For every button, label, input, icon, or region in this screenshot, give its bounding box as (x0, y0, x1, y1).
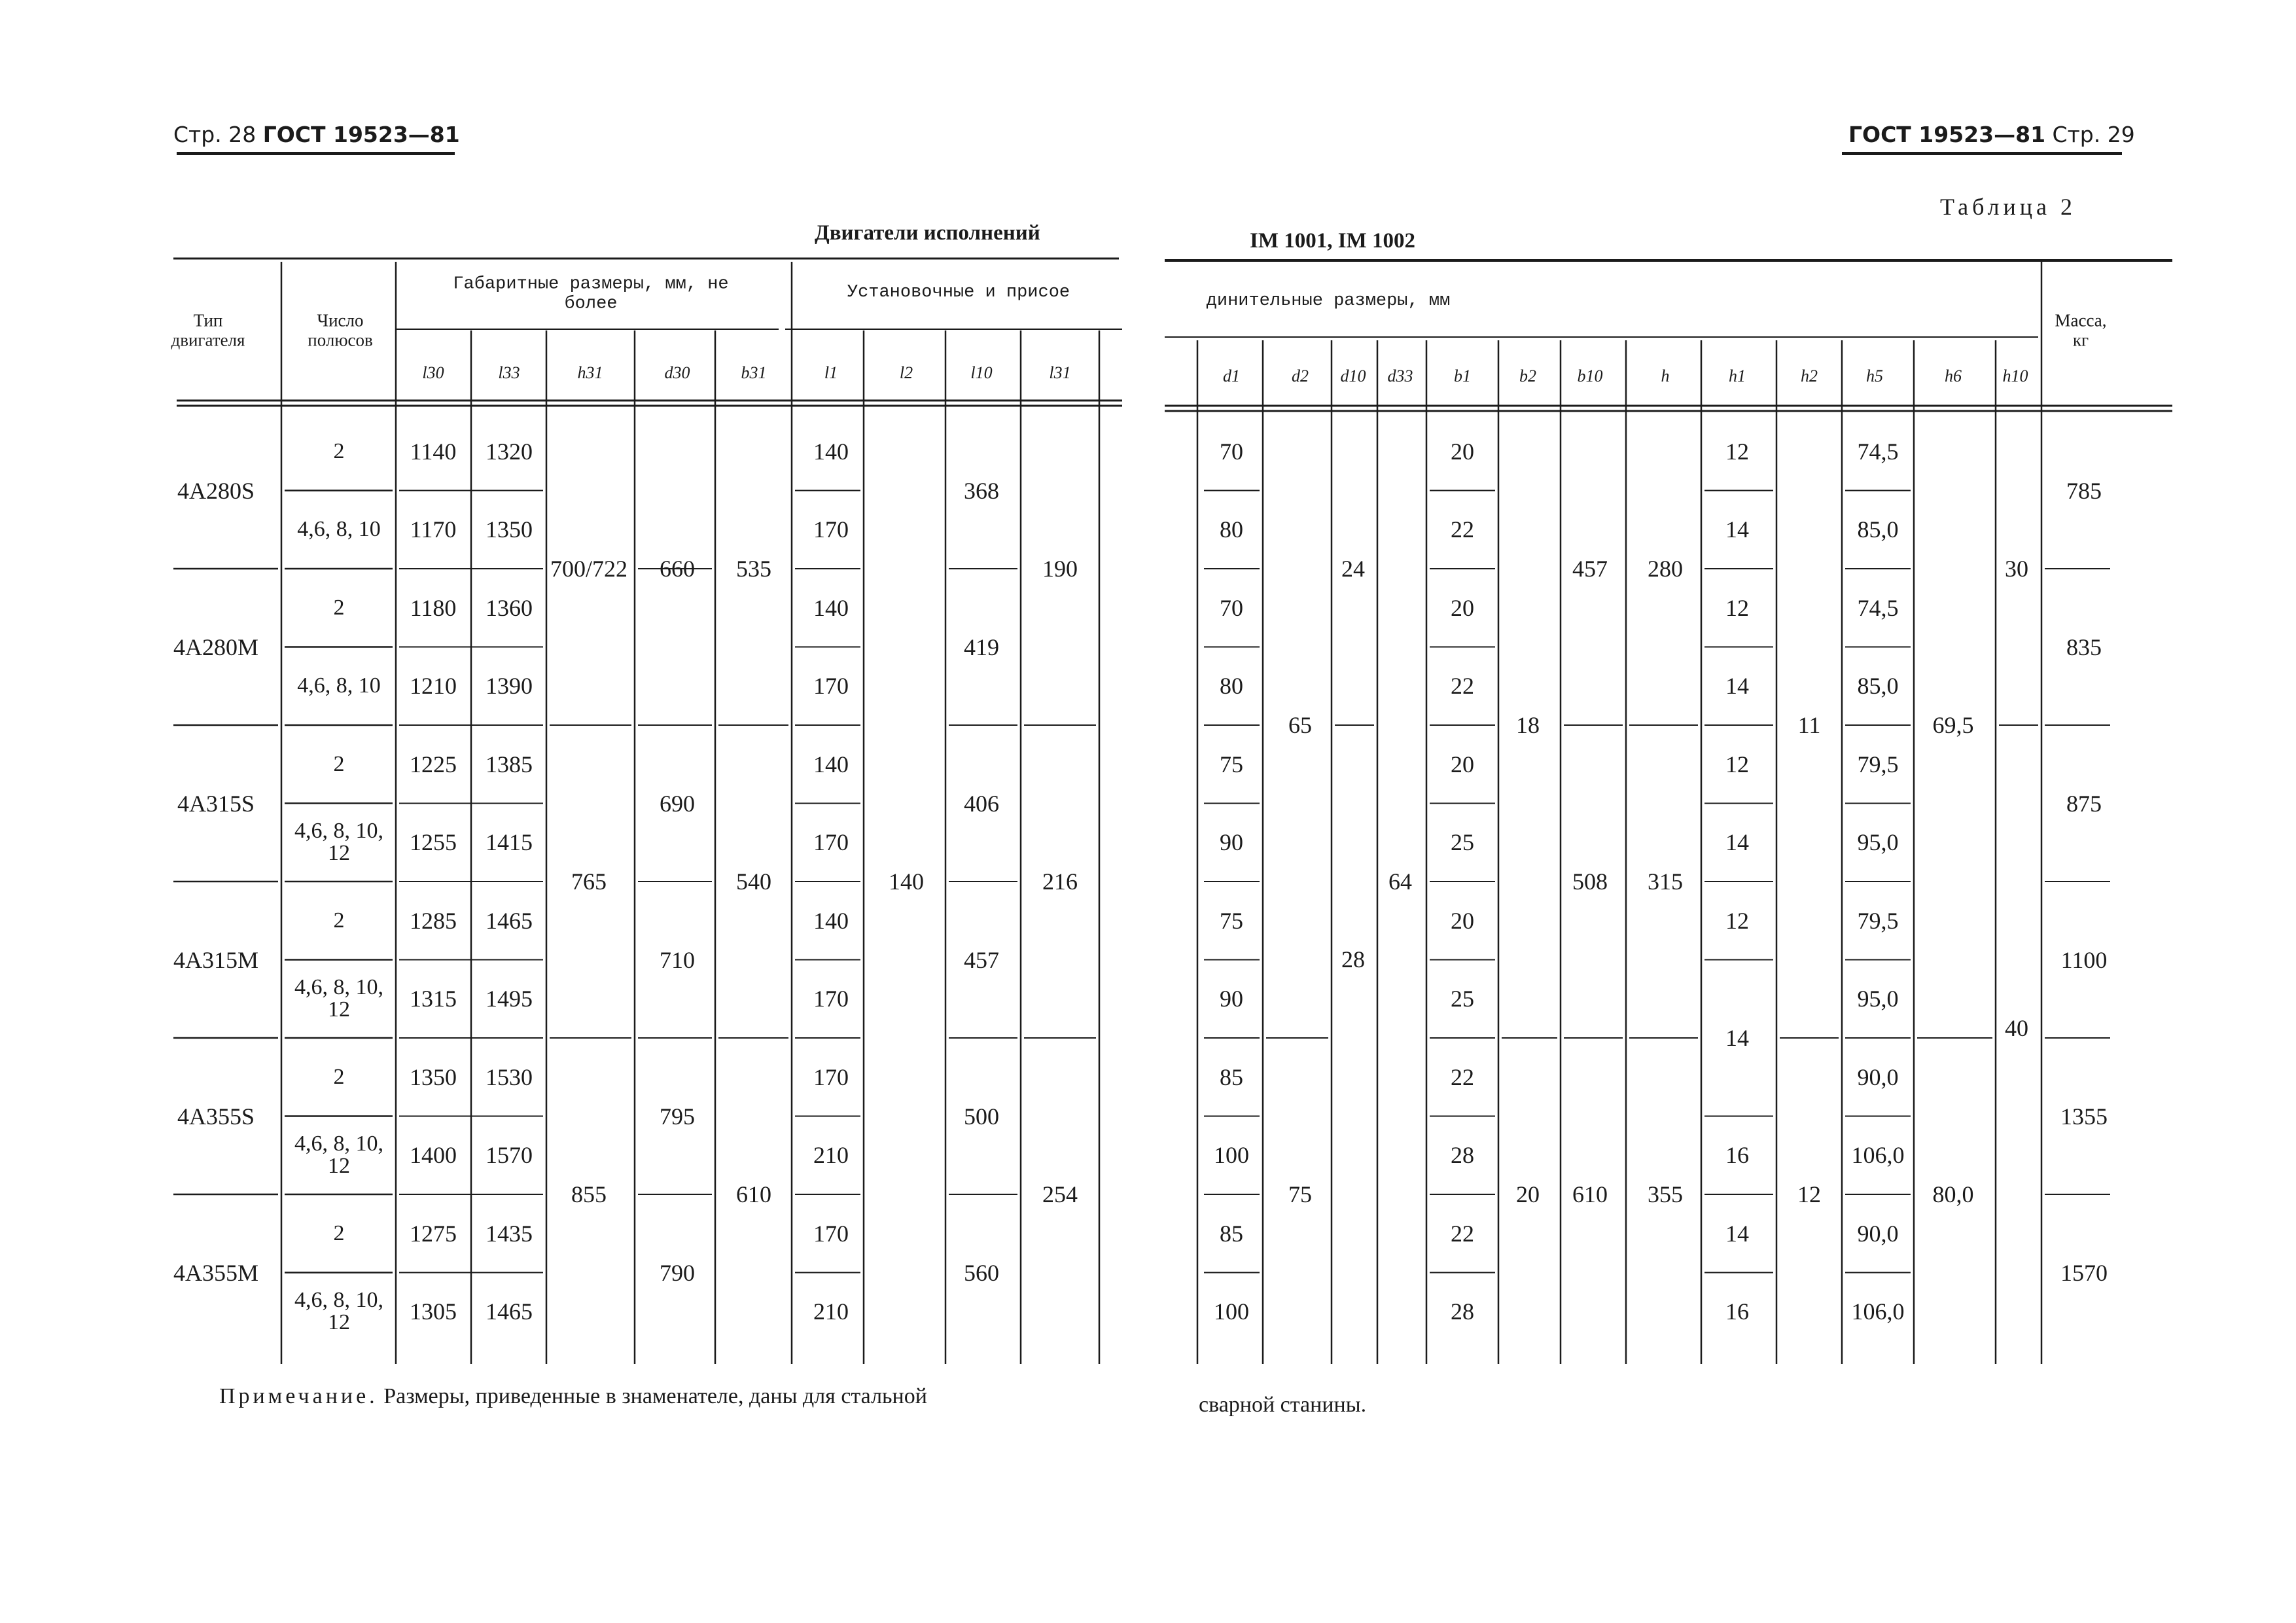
b1-cell: 25 (1451, 986, 1474, 1012)
l30-cell: 1180 (410, 594, 457, 621)
h1-cell: 14 (1725, 1220, 1749, 1247)
b31-cell: 535 (736, 556, 771, 582)
left-standard-code: ГОСТ 19523—81 (262, 122, 460, 147)
table-label: Таблица 2 (1940, 194, 2076, 220)
h1-cell: 12 (1725, 907, 1749, 934)
h1-cell: 16 (1725, 1142, 1749, 1169)
h10-cell: 30 (2005, 556, 2028, 582)
d1-cell: 70 (1220, 438, 1243, 465)
header-overall-dimensions: Габаритные размеры, мм, не более (453, 274, 729, 313)
col-h2: h2 (1801, 366, 1818, 385)
l1-cell: 140 (813, 438, 849, 465)
col-d2: d2 (1292, 366, 1309, 385)
mass-cell: 1570 (2060, 1259, 2108, 1286)
l1-cell: 170 (813, 1220, 849, 1247)
poles-cell: 2 (333, 438, 345, 463)
note-text-right: сварной станины. (1199, 1393, 1367, 1417)
h1-cell: 14 (1725, 829, 1749, 856)
mass-cell: 1355 (2060, 1103, 2108, 1130)
h31-cell: 855 (571, 1181, 607, 1207)
l33-cell: 1350 (486, 516, 533, 543)
h5-cell: 95,0 (1857, 829, 1899, 856)
col-l1: l1 (824, 363, 838, 382)
b1-cell: 20 (1451, 751, 1474, 777)
l1-cell: 210 (813, 1298, 849, 1325)
l10-cell: 419 (964, 633, 999, 660)
b1-cell: 20 (1451, 438, 1474, 465)
h5-cell: 79,5 (1857, 751, 1899, 777)
motor-type: 4A280M (173, 633, 259, 660)
b1-cell: 28 (1451, 1298, 1474, 1325)
h-cell: 280 (1648, 556, 1683, 582)
l30-cell: 1225 (410, 751, 457, 777)
l33-cell: 1320 (486, 438, 533, 465)
l30-cell: 1400 (410, 1142, 457, 1169)
d1-cell: 70 (1220, 594, 1243, 621)
l33-cell: 1570 (486, 1142, 533, 1169)
b1-cell: 28 (1451, 1142, 1474, 1169)
header-motor-type: Тип двигателя (171, 310, 245, 349)
l1-cell: 170 (813, 673, 849, 700)
l1-cell: 170 (813, 829, 849, 856)
poles-cell: 2 (333, 1064, 345, 1089)
h2-cell: 12 (1797, 1181, 1821, 1207)
mass-cell: 875 (2066, 790, 2102, 817)
l30-cell: 1170 (410, 516, 457, 543)
l33-cell: 1530 (486, 1063, 533, 1090)
l31-cell: 216 (1042, 868, 1078, 895)
l30-cell: 1315 (410, 986, 457, 1012)
motor-type: 4A355M (173, 1259, 259, 1286)
h-cell: 315 (1648, 868, 1683, 895)
h1-cell: 14 (1725, 1025, 1749, 1051)
motor-type: 4A280S (177, 477, 255, 504)
d33-cell: 64 (1388, 868, 1412, 895)
d30-cell: 660 (660, 556, 695, 582)
l30-cell: 1285 (410, 907, 457, 934)
l30-cell: 1305 (410, 1298, 457, 1325)
l33-cell: 1415 (486, 829, 533, 856)
note-text-left: Размеры, приведенные в знаменателе, даны для стальной (383, 1384, 927, 1408)
d30-cell: 790 (660, 1259, 695, 1286)
header-mounting-left: Установочные и присое (847, 283, 1070, 303)
l1-cell: 140 (813, 907, 849, 934)
h1-cell: 14 (1725, 516, 1749, 543)
h1-cell: 12 (1725, 751, 1749, 777)
h5-cell: 95,0 (1857, 986, 1899, 1012)
l33-cell: 1465 (486, 907, 533, 934)
d1-cell: 85 (1220, 1063, 1243, 1090)
b2-cell: 20 (1516, 1181, 1540, 1207)
h5-cell: 90,0 (1857, 1063, 1899, 1090)
b1-cell: 22 (1451, 673, 1474, 700)
right-standard-code: ГОСТ 19523—81 (1848, 122, 2046, 147)
right-page-number: Стр. 29 (2052, 122, 2135, 147)
l10-cell: 457 (964, 946, 999, 973)
l30-cell: 1275 (410, 1220, 457, 1247)
mass-cell: 1100 (2060, 946, 2108, 973)
d1-cell: 80 (1220, 516, 1243, 543)
col-b2: b2 (1519, 366, 1536, 385)
col-l31: l31 (1049, 363, 1071, 382)
l33-cell: 1360 (486, 594, 533, 621)
poles-cell: 4,6, 8, 10, 12 (294, 975, 383, 1022)
mass-cell: 835 (2066, 633, 2102, 660)
col-b10: b10 (1577, 366, 1603, 385)
poles-cell: 4,6, 8, 10 (297, 517, 381, 542)
h31-cell: 765 (571, 868, 607, 895)
mass-cell: 785 (2066, 477, 2102, 504)
b31-cell: 610 (736, 1181, 771, 1207)
poles-cell: 4,6, 8, 10, 12 (294, 1132, 383, 1179)
col-h10: h10 (2002, 366, 2028, 385)
l1-cell: 170 (813, 516, 849, 543)
l10-cell: 500 (964, 1103, 999, 1130)
motor-type: 4A315S (177, 790, 255, 817)
l10-cell: 368 (964, 477, 999, 504)
d1-cell: 90 (1220, 986, 1243, 1012)
l31-cell: 254 (1042, 1181, 1078, 1207)
poles-cell: 4,6, 8, 10 (297, 673, 381, 698)
b1-cell: 22 (1451, 1220, 1474, 1247)
l2-cell: 140 (889, 868, 924, 895)
h5-cell: 79,5 (1857, 907, 1899, 934)
d1-cell: 90 (1220, 829, 1243, 856)
l30-cell: 1210 (410, 673, 457, 700)
poles-cell: 2 (333, 908, 345, 933)
d1-cell: 75 (1220, 907, 1243, 934)
l33-cell: 1435 (486, 1220, 533, 1247)
d30-cell: 710 (660, 946, 695, 973)
l30-cell: 1350 (410, 1063, 457, 1090)
col-h31: h31 (577, 363, 603, 382)
l1-cell: 170 (813, 986, 849, 1012)
b10-cell: 457 (1572, 556, 1608, 582)
col-d1: d1 (1223, 366, 1240, 385)
col-d30: d30 (664, 363, 690, 382)
h5-cell: 90,0 (1857, 1220, 1899, 1247)
h6-cell: 80,0 (1932, 1181, 1974, 1207)
d30-cell: 795 (660, 1103, 695, 1130)
col-l10: l10 (970, 363, 993, 382)
col-d33: d33 (1387, 366, 1413, 385)
col-l30: l30 (422, 363, 444, 382)
col-h1: h1 (1729, 366, 1746, 385)
h5-cell: 85,0 (1857, 516, 1899, 543)
col-h: h (1661, 366, 1670, 385)
l33-cell: 1465 (486, 1298, 533, 1325)
table-title-left: Двигатели исполнений (815, 221, 1040, 245)
b1-cell: 22 (1451, 1063, 1474, 1090)
d1-cell: 100 (1214, 1142, 1249, 1169)
d1-cell: 85 (1220, 1220, 1243, 1247)
b10-cell: 508 (1572, 868, 1608, 895)
b1-cell: 20 (1451, 907, 1474, 934)
poles-cell: 2 (333, 595, 345, 620)
b1-cell: 22 (1451, 516, 1474, 543)
header-mass: Масса, кг (2055, 310, 2107, 349)
h10-cell: 40 (2005, 1015, 2028, 1041)
l10-cell: 406 (964, 790, 999, 817)
h-cell: 355 (1648, 1181, 1683, 1207)
col-b1: b1 (1454, 366, 1471, 385)
motor-type: 4A355S (177, 1103, 255, 1130)
l1-cell: 140 (813, 751, 849, 777)
h5-cell: 85,0 (1857, 673, 1899, 700)
l1-cell: 210 (813, 1142, 849, 1169)
table-note-left (219, 1384, 927, 1409)
l1-cell: 140 (813, 594, 849, 621)
h5-cell: 106,0 (1851, 1142, 1905, 1169)
col-l2: l2 (899, 363, 913, 382)
b2-cell: 18 (1516, 712, 1540, 738)
b10-cell: 610 (1572, 1181, 1608, 1207)
d1-cell: 80 (1220, 673, 1243, 700)
b1-cell: 25 (1451, 829, 1474, 856)
l33-cell: 1385 (486, 751, 533, 777)
poles-cell: 2 (333, 751, 345, 776)
h5-cell: 106,0 (1851, 1298, 1905, 1325)
h31-cell: 700/722 (550, 556, 628, 582)
d1-cell: 100 (1214, 1298, 1249, 1325)
motor-type: 4A315M (173, 946, 259, 973)
d30-cell: 690 (660, 790, 695, 817)
col-h5: h5 (1866, 366, 1883, 385)
poles-cell: 2 (333, 1221, 345, 1245)
poles-cell: 4,6, 8, 10, 12 (294, 1288, 383, 1335)
d2-cell: 75 (1288, 1181, 1312, 1207)
col-b31: b31 (741, 363, 767, 382)
h6-cell: 69,5 (1932, 712, 1974, 738)
col-l33: l33 (498, 363, 520, 382)
d2-cell: 65 (1288, 712, 1312, 738)
l33-cell: 1390 (486, 673, 533, 700)
d1-cell: 75 (1220, 751, 1243, 777)
header-mounting-right: динительные размеры, мм (1206, 291, 1451, 312)
col-h6: h6 (1945, 366, 1962, 385)
h5-cell: 74,5 (1857, 438, 1899, 465)
note-label: Примечание. (219, 1384, 378, 1408)
h2-cell: 11 (1797, 712, 1821, 738)
h1-cell: 12 (1725, 594, 1749, 621)
h1-cell: 16 (1725, 1298, 1749, 1325)
col-d10: d10 (1340, 366, 1366, 385)
poles-cell: 4,6, 8, 10, 12 (294, 819, 383, 866)
table-title-right: IM 1001, IM 1002 (1250, 229, 1415, 253)
d10-cell: 28 (1341, 946, 1365, 972)
b1-cell: 20 (1451, 594, 1474, 621)
b31-cell: 540 (736, 868, 771, 895)
d10-cell: 24 (1341, 556, 1365, 582)
l1-cell: 170 (813, 1063, 849, 1090)
l33-cell: 1495 (486, 986, 533, 1012)
l10-cell: 560 (964, 1259, 999, 1286)
h1-cell: 12 (1725, 438, 1749, 465)
left-page-number: Стр. 28 (173, 122, 256, 147)
l30-cell: 1140 (410, 438, 457, 465)
header-poles: Число полюсов (308, 310, 373, 349)
h5-cell: 74,5 (1857, 594, 1899, 621)
h1-cell: 14 (1725, 673, 1749, 700)
l31-cell: 190 (1042, 556, 1078, 582)
l30-cell: 1255 (410, 829, 457, 856)
